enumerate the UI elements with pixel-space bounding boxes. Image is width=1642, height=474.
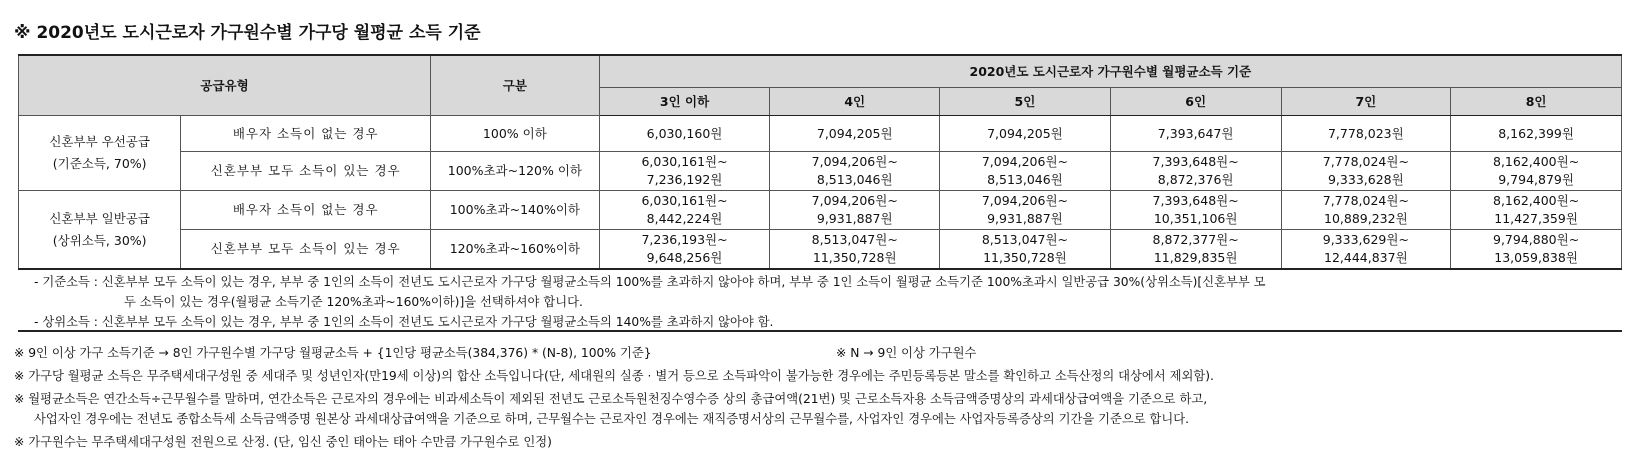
group-name: 신혼부부 우선공급 xyxy=(49,134,150,149)
value-line: 8,513,046원 xyxy=(816,172,893,187)
value-line: 7,236,192원 xyxy=(646,172,723,187)
value-cell xyxy=(599,191,770,230)
footnote-n-definition: ※ N → 9인 이상 가구원수 xyxy=(836,346,977,360)
value-line: 7,393,648원~ xyxy=(1152,154,1239,169)
value-cell xyxy=(770,116,940,152)
row-condition: 배우자 소득이 없는 경우 xyxy=(181,116,431,152)
footnote-household-members: ※ 가구원수는 무주택세대구성원 전원으로 산정. (단, 임신 중인 태아는 태아 수만큼 가구원수로 인정) xyxy=(14,435,552,449)
notes-divider xyxy=(18,330,1622,332)
group-subname: (상위소득, 30%) xyxy=(52,232,147,248)
note-base-income-line2: 두 소득이 있는 경우(월평균 소득기준 120%초과~160%이하)]을 선택하셔야 합니다. xyxy=(124,295,583,309)
value-line: 7,094,206원~ xyxy=(981,193,1068,208)
header-supply-type: 공급유형 xyxy=(19,55,431,116)
value-line: 9,794,880원~ xyxy=(1493,232,1580,247)
value-line: 6,030,160원 xyxy=(646,125,723,141)
income-table xyxy=(18,54,1622,270)
value-cell xyxy=(940,116,1111,152)
row-condition: 신혼부부 모두 소득이 있는 경우 xyxy=(181,152,431,191)
header-col-8: 8인 xyxy=(1451,88,1622,116)
value-cell xyxy=(1451,116,1622,152)
value-line: 8,162,399원 xyxy=(1498,125,1574,141)
value-line: 7,778,023원 xyxy=(1327,125,1404,141)
value-cell xyxy=(1281,152,1451,191)
note-upper-income: - 상위소득 : 신혼부부 모두 소득이 있는 경우, 부부 중 1인의 소득이 전년도 도시근로자 가구당 월평균소득의 140%를 초과하지 않아야 함. xyxy=(34,315,774,329)
value-line: 7,094,205원 xyxy=(987,125,1063,141)
value-line: 9,931,887원 xyxy=(987,211,1063,226)
footnote-monthly-income-line2: 사업자인 경우에는 전년도 종합소득세 소득금액증명 원본상 과세대상급여액을 기준으로 하며, 근무월수는 근로자인 경우에는 재직증명서상의 근무월수를, 사업자인 경우에는 사업자등록증상의 기간을 기준으로 합니다. xyxy=(34,412,1190,426)
row-range: 100%초과~120% 이하 xyxy=(431,152,600,191)
value-cell xyxy=(770,230,940,270)
value-line: 8,513,047원~ xyxy=(981,232,1068,247)
value-line: 11,350,728원 xyxy=(812,250,897,265)
page-title: ※ 2020년도 도시근로자 가구원수별 가구당 월평균 소득 기준 xyxy=(14,23,481,43)
note-base-income-line1: - 기준소득 : 신혼부부 모두 소득이 있는 경우, 부부 중 1인의 소득이 전년도 도시근로자 가구당 월평균소득의 100%를 초과하지 않아야 하며, 부부 중 1인 소득이 월평균 소득기준 100%초과시 일반공급 30%(상위소득)[신혼부부 모 xyxy=(34,275,1266,289)
row-range: 100% 이하 xyxy=(431,116,600,152)
value-line: 9,648,256원 xyxy=(646,250,723,265)
header-category: 구분 xyxy=(431,55,600,116)
value-line: 8,872,377원~ xyxy=(1152,232,1239,247)
group-general-supply xyxy=(19,191,181,270)
header-col-6: 6인 xyxy=(1110,88,1281,116)
value-line: 11,829,835원 xyxy=(1153,250,1238,265)
value-line: 7,393,647원 xyxy=(1157,125,1234,141)
group-subname: (기준소득, 70%) xyxy=(52,156,147,171)
value-cell xyxy=(1281,230,1451,270)
income-table-container xyxy=(18,54,1622,270)
value-line: 8,162,400원~ xyxy=(1493,193,1580,208)
value-line: 9,931,887원 xyxy=(816,211,893,226)
value-line: 7,094,206원~ xyxy=(981,154,1068,169)
header-col-7: 7인 xyxy=(1281,88,1451,116)
footnote-household-income: ※ 가구당 월평균 소득은 무주택세대구성원 중 세대주 및 성년인자(만19세 이상)의 합산 소득입니다(단, 세대원의 실종 · 별거 등으로 소득파악이 불가능한 경우에는 주민등록등본 말소를 확인하고 소득산정의 대상에서 제외함). xyxy=(14,369,1214,383)
value-line: 7,778,024원~ xyxy=(1322,154,1409,169)
value-cell xyxy=(940,230,1111,270)
value-line: 10,889,232원 xyxy=(1324,211,1408,226)
value-line: 7,094,205원 xyxy=(816,125,893,141)
value-line: 9,333,628원 xyxy=(1327,172,1404,187)
value-line: 6,030,161원~ xyxy=(641,154,728,169)
value-line: 8,513,047원~ xyxy=(811,232,898,247)
value-line: 8,872,376원 xyxy=(1157,172,1234,187)
group-name: 신혼부부 일반공급 xyxy=(49,210,150,226)
value-cell xyxy=(770,191,940,230)
value-line: 7,094,206원~ xyxy=(811,193,898,208)
value-cell xyxy=(599,152,770,191)
value-line: 13,059,838원 xyxy=(1494,250,1578,265)
value-cell xyxy=(1451,191,1622,230)
value-line: 9,333,629원~ xyxy=(1322,232,1409,247)
table-row xyxy=(19,191,1622,230)
value-line: 8,442,224원 xyxy=(646,211,723,226)
row-range: 100%초과~140%이하 xyxy=(431,191,600,230)
value-cell xyxy=(1281,116,1451,152)
header-col-3: 3인 이하 xyxy=(599,88,770,116)
header-col-5: 5인 xyxy=(940,88,1111,116)
value-line: 10,351,106원 xyxy=(1153,211,1238,226)
value-line: 12,444,837원 xyxy=(1324,250,1408,265)
value-line: 11,350,728원 xyxy=(983,250,1067,265)
row-condition: 신혼부부 모두 소득이 있는 경우 xyxy=(181,230,431,270)
value-cell xyxy=(1110,191,1281,230)
value-line: 7,236,193원~ xyxy=(641,232,728,247)
row-condition: 배우자 소득이 없는 경우 xyxy=(181,191,431,230)
value-cell xyxy=(1451,230,1622,270)
value-cell xyxy=(1451,152,1622,191)
value-cell xyxy=(1110,116,1281,152)
table-row xyxy=(19,230,1622,270)
table-row xyxy=(19,152,1622,191)
group-priority-supply xyxy=(19,116,181,191)
value-cell xyxy=(599,230,770,270)
value-cell xyxy=(599,116,770,152)
footnote-9-plus: ※ 9인 이상 가구 소득기준 → 8인 가구원수별 가구당 월평균소득 + {1인당 평균소득(384,376) * (N-8), 100% 기준} xyxy=(14,346,652,360)
table-row xyxy=(19,116,1622,152)
value-cell xyxy=(940,191,1111,230)
value-cell xyxy=(1281,191,1451,230)
value-line: 8,162,400원~ xyxy=(1493,154,1580,169)
value-line: 7,393,648원~ xyxy=(1152,193,1239,208)
value-line: 7,778,024원~ xyxy=(1322,193,1409,208)
value-line: 7,094,206원~ xyxy=(811,154,898,169)
value-line: 9,794,879원 xyxy=(1498,172,1574,187)
row-range: 120%초과~160%이하 xyxy=(431,230,600,270)
value-cell xyxy=(1110,152,1281,191)
value-line: 6,030,161원~ xyxy=(641,193,728,208)
value-cell xyxy=(940,152,1111,191)
header-group-title: 2020년도 도시근로자 가구원수별 월평균소득 기준 xyxy=(599,55,1621,88)
header-col-4: 4인 xyxy=(770,88,940,116)
value-cell xyxy=(1110,230,1281,270)
value-line: 8,513,046원 xyxy=(987,172,1063,187)
value-line: 11,427,359원 xyxy=(1494,211,1578,226)
value-cell xyxy=(770,152,940,191)
footnote-monthly-income-line1: ※ 월평균소득은 연간소득÷근무월수를 말하며, 연간소득은 근로자의 경우에는 비과세소득이 제외된 전년도 근로소득원천징수영수증 상의 총급여액(21번) 및 근로소득자용 소득금액증명상의 과세대상급여액을 기준으로 하고, xyxy=(14,392,1208,406)
